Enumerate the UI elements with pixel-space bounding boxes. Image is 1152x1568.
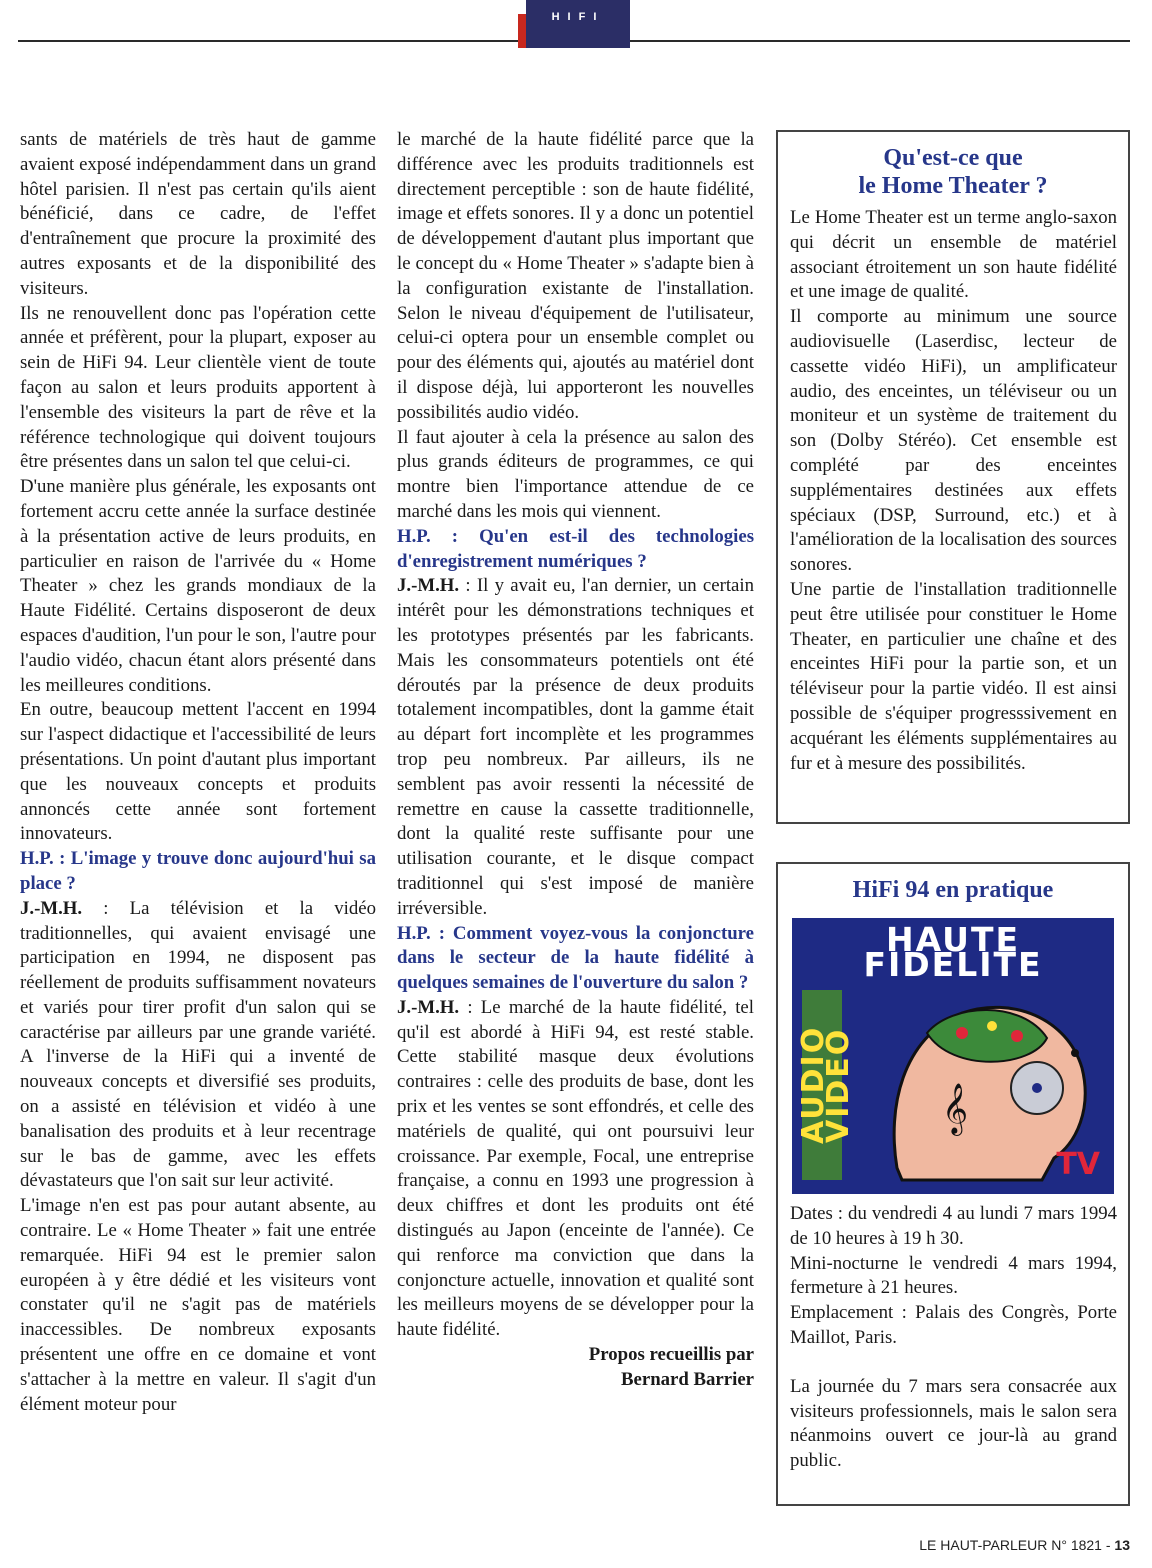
box-paragraph: Il comporte au minimum une source audiovisuelle (Laserdisc, lecteur de cassette vidéo HiFi), un amplificateur audio, des enceintes, un téléviseur ou un moniteur et un système de traitement du son (Dolby Stéréo). Cet ensemble est complété par des enceintes supplémentaires destinées aux effets spéciaux (DSP, Surround, etc.) et à l'amélioration de la localisation des sources sonores.	[790, 306, 1117, 576]
poster-tv-label: TV	[1056, 1147, 1100, 1183]
interview-answer	[397, 574, 754, 921]
answer-text: : Le marché de la haute fidélité, tel qu'il est abordé à HiFi 94, est resté stable. Cette stabilité masque deux évolutions contraires : celle des produits de base, dont les prix et les ventes se sont effondrés, et celle des matériels de qualité, qui ont poursuivi leur croissance. Par exemple, Focal, une entreprise française, a connu en 1993 une progression à deux chiffres et dont les produits ont été distingués au Japon (enceinte de l'année). Ce qui renforce ma conviction que dans la conjoncture actuelle, innovation et qualité sont les meilleurs moyens de se développer pour la haute fidélité.	[397, 996, 754, 1341]
box-title: HiFi 94 en pratique	[852, 877, 1054, 903]
event-note: La journée du 7 mars sera consacrée aux visiteurs professionnels, mais le salon sera néanmoins ouvert ce jour-là au grand public.	[790, 1375, 1117, 1472]
sidebar-box-practical-info	[776, 862, 1130, 1506]
speaker-initials: J.-M.H.	[397, 996, 460, 1018]
interview-question: H.P. : L'image y trouve donc aujourd'hui sa place ?	[20, 848, 376, 894]
interview-answer	[20, 897, 376, 1195]
poster-headline: HAUTE FIDELITE	[863, 920, 1043, 984]
page-number: 13	[1114, 1537, 1130, 1553]
paragraph: Il faut ajouter à cela la présence au salon des plus grands éditeurs de programmes, ce qui montre bien l'importance attendue de ce marché dans les mois qui viennent.	[397, 426, 754, 522]
event-dates: Dates : du vendredi 4 au lundi 7 mars 1994 de 10 heures à 19 h 30.	[790, 1203, 1117, 1249]
credit-line: Propos recueillis par	[588, 1344, 754, 1366]
article-column-2	[397, 128, 754, 1393]
paragraph: Ils ne renouvellent donc pas l'opération cette année et préfèrent, pour la plupart, exposer au sein de HiFi 94. Leur clientèle vient de toute façon au salon et leurs produits apportent à l'ensemble des visiteurs la part de rêve et la référence technologique qui doivent toujours être présentes dans un salon tel que celui-ci.	[20, 302, 376, 473]
interview-question: H.P. : Qu'en est-il des technologies d'enregistrement numériques ?	[397, 525, 754, 572]
box-title: Qu'est-ce que le Home Theater ?	[858, 145, 1048, 199]
svg-text:𝄞: 𝄞	[942, 1083, 969, 1134]
answer-text: : Il y avait eu, l'an dernier, un certain intérêt pour les démonstrations techniques et les prototypes présentés par les fabricants. Mais les consommateurs potentiels ont été déroutés par la présence de deux produits totalement incompatibles, dont la gamme était au départ fort incomplète et les programmes trop peu nombreux. Par ailleurs, ils ne semblent pas avoir ressenti la nécessité de remettre en cause la cassette traditionnelle, dont la qualité reste suffisante pour une utilisation courante, et le disque compact traditionnel qui s'est imposé de manière irréversible.	[397, 575, 754, 919]
box-body	[778, 1194, 1128, 1474]
interview-answer	[397, 996, 754, 1343]
speaker-initials: J.-M.H.	[397, 575, 460, 597]
box-body	[778, 206, 1128, 776]
page-footer	[919, 1537, 1130, 1553]
hifi-poster-image	[792, 918, 1114, 1194]
paragraph: En outre, beaucoup mettent l'accent en 1994 sur l'aspect didactique et l'accessibilité de leurs présentations. Un point d'autant plus important que les nouveaux concepts et produits annoncés cette année sont fortement innovateurs.	[20, 699, 376, 845]
box-paragraph: Le Home Theater est un terme anglo-saxon qui décrit un ensemble de matériel associant étroitement un son haute fidélité et une image de qualité.	[790, 207, 1117, 303]
paragraph: le marché de la haute fidélité parce que la différence avec les produits traditionnels est directement perceptible : son de haute fidélité, image et effets sonores. Il y a donc un potentiel de développement d'autant plus important que le concept du « Home Theater » s'adapte bien à la configuration existante de l'installation. Selon le niveau d'équipement de l'utilisateur, celui-ci optera pour un ensemble complet ou pour des éléments qui, ajoutés au matériel dont il dispose déjà, lui apporteront les nouvelles possibilités audio vidéo.	[397, 129, 754, 423]
sidebar-box-home-theater	[776, 130, 1130, 824]
interview-question: H.P. : Comment voyez-vous la conjoncture dans le secteur de la haute fidélité à quelques semaines de l'ouverture du salon ?	[397, 922, 754, 994]
article-column-1	[20, 128, 376, 1417]
section-tab: HIFI	[526, 0, 630, 48]
answer-text: : La télévision et la vidéo traditionnelles, qui avaient envisagé une participation en 1994, ne disposent pas réellement de produits suffisamment novateurs et variés pour tirer profit d'un salon qui se caractérise par ailleurs par une grande variété. A l'inverse de la HiFi qui a inventé de nouveaux concepts et diversifié ses produits, on a assisté en télévision et vidéo à une banalisation des produits et à leur recentrage sur le bas de gamme, avec les effets dévastateurs que l'on sait sur leur activité.	[20, 897, 376, 1192]
publication-name: LE HAUT-PARLEUR N° 1821 -	[919, 1537, 1111, 1553]
paragraph: sants de matériels de très haut de gamme avaient exposé indépendamment dans un grand hôtel parisien. Il n'est pas certain qu'ils aient bénéficié, dans ce cadre, de l'effet d'entraînement que procure la proximité des autres exposants et de la disponibilité des visiteurs.	[20, 129, 376, 299]
section-tab-accent	[518, 14, 526, 48]
credit-author: Bernard Barrier	[621, 1368, 754, 1390]
event-nocturne: Mini-nocturne le vendredi 4 mars 1994, fermeture à 21 heures.	[790, 1252, 1117, 1299]
speaker-initials: J.-M.H.	[20, 897, 83, 919]
paragraph: L'image n'en est pas pour autant absente, au contraire. Le « Home Theater » fait une entrée remarquée. HiFi 94 est le premier salon européen à y être dédié et les visiteurs vont constater qu'il ne s'agit pas de matériels inaccessibles. De nombreux exposants présentent une offre en ce domaine et vont s'attacher à la mettre en valeur. Il s'agit d'un élément moteur pour	[20, 1195, 376, 1415]
paragraph: D'une manière plus générale, les exposants ont fortement accru cette année la surface destinée à la présentation active de leurs produits, en particulier en raison de l'arrivée du « Home Theater » chez les grands mondiaux de la Haute Fidélité. Certains disposeront de deux espaces d'audition, l'un pour le son, l'autre pour l'audio vidéo, chacun étant alors présenté dans les meilleures conditions.	[20, 476, 376, 696]
event-location: Emplacement : Palais des Congrès, Porte Maillot, Paris.	[790, 1302, 1117, 1348]
poster-side-text: AUDIO VIDEO	[802, 990, 842, 1180]
box-paragraph: Une partie de l'installation traditionnelle peut être utilisée pour constituer le Home Theater, en particulier une chaîne et des enceintes HiFi pour la partie son, et un téléviseur pour la partie vidéo. Il est ainsi possible de s'équiper progresssivement en acquérant les éléments supplémentaires au fur et à mesure des possibilités.	[790, 578, 1117, 774]
